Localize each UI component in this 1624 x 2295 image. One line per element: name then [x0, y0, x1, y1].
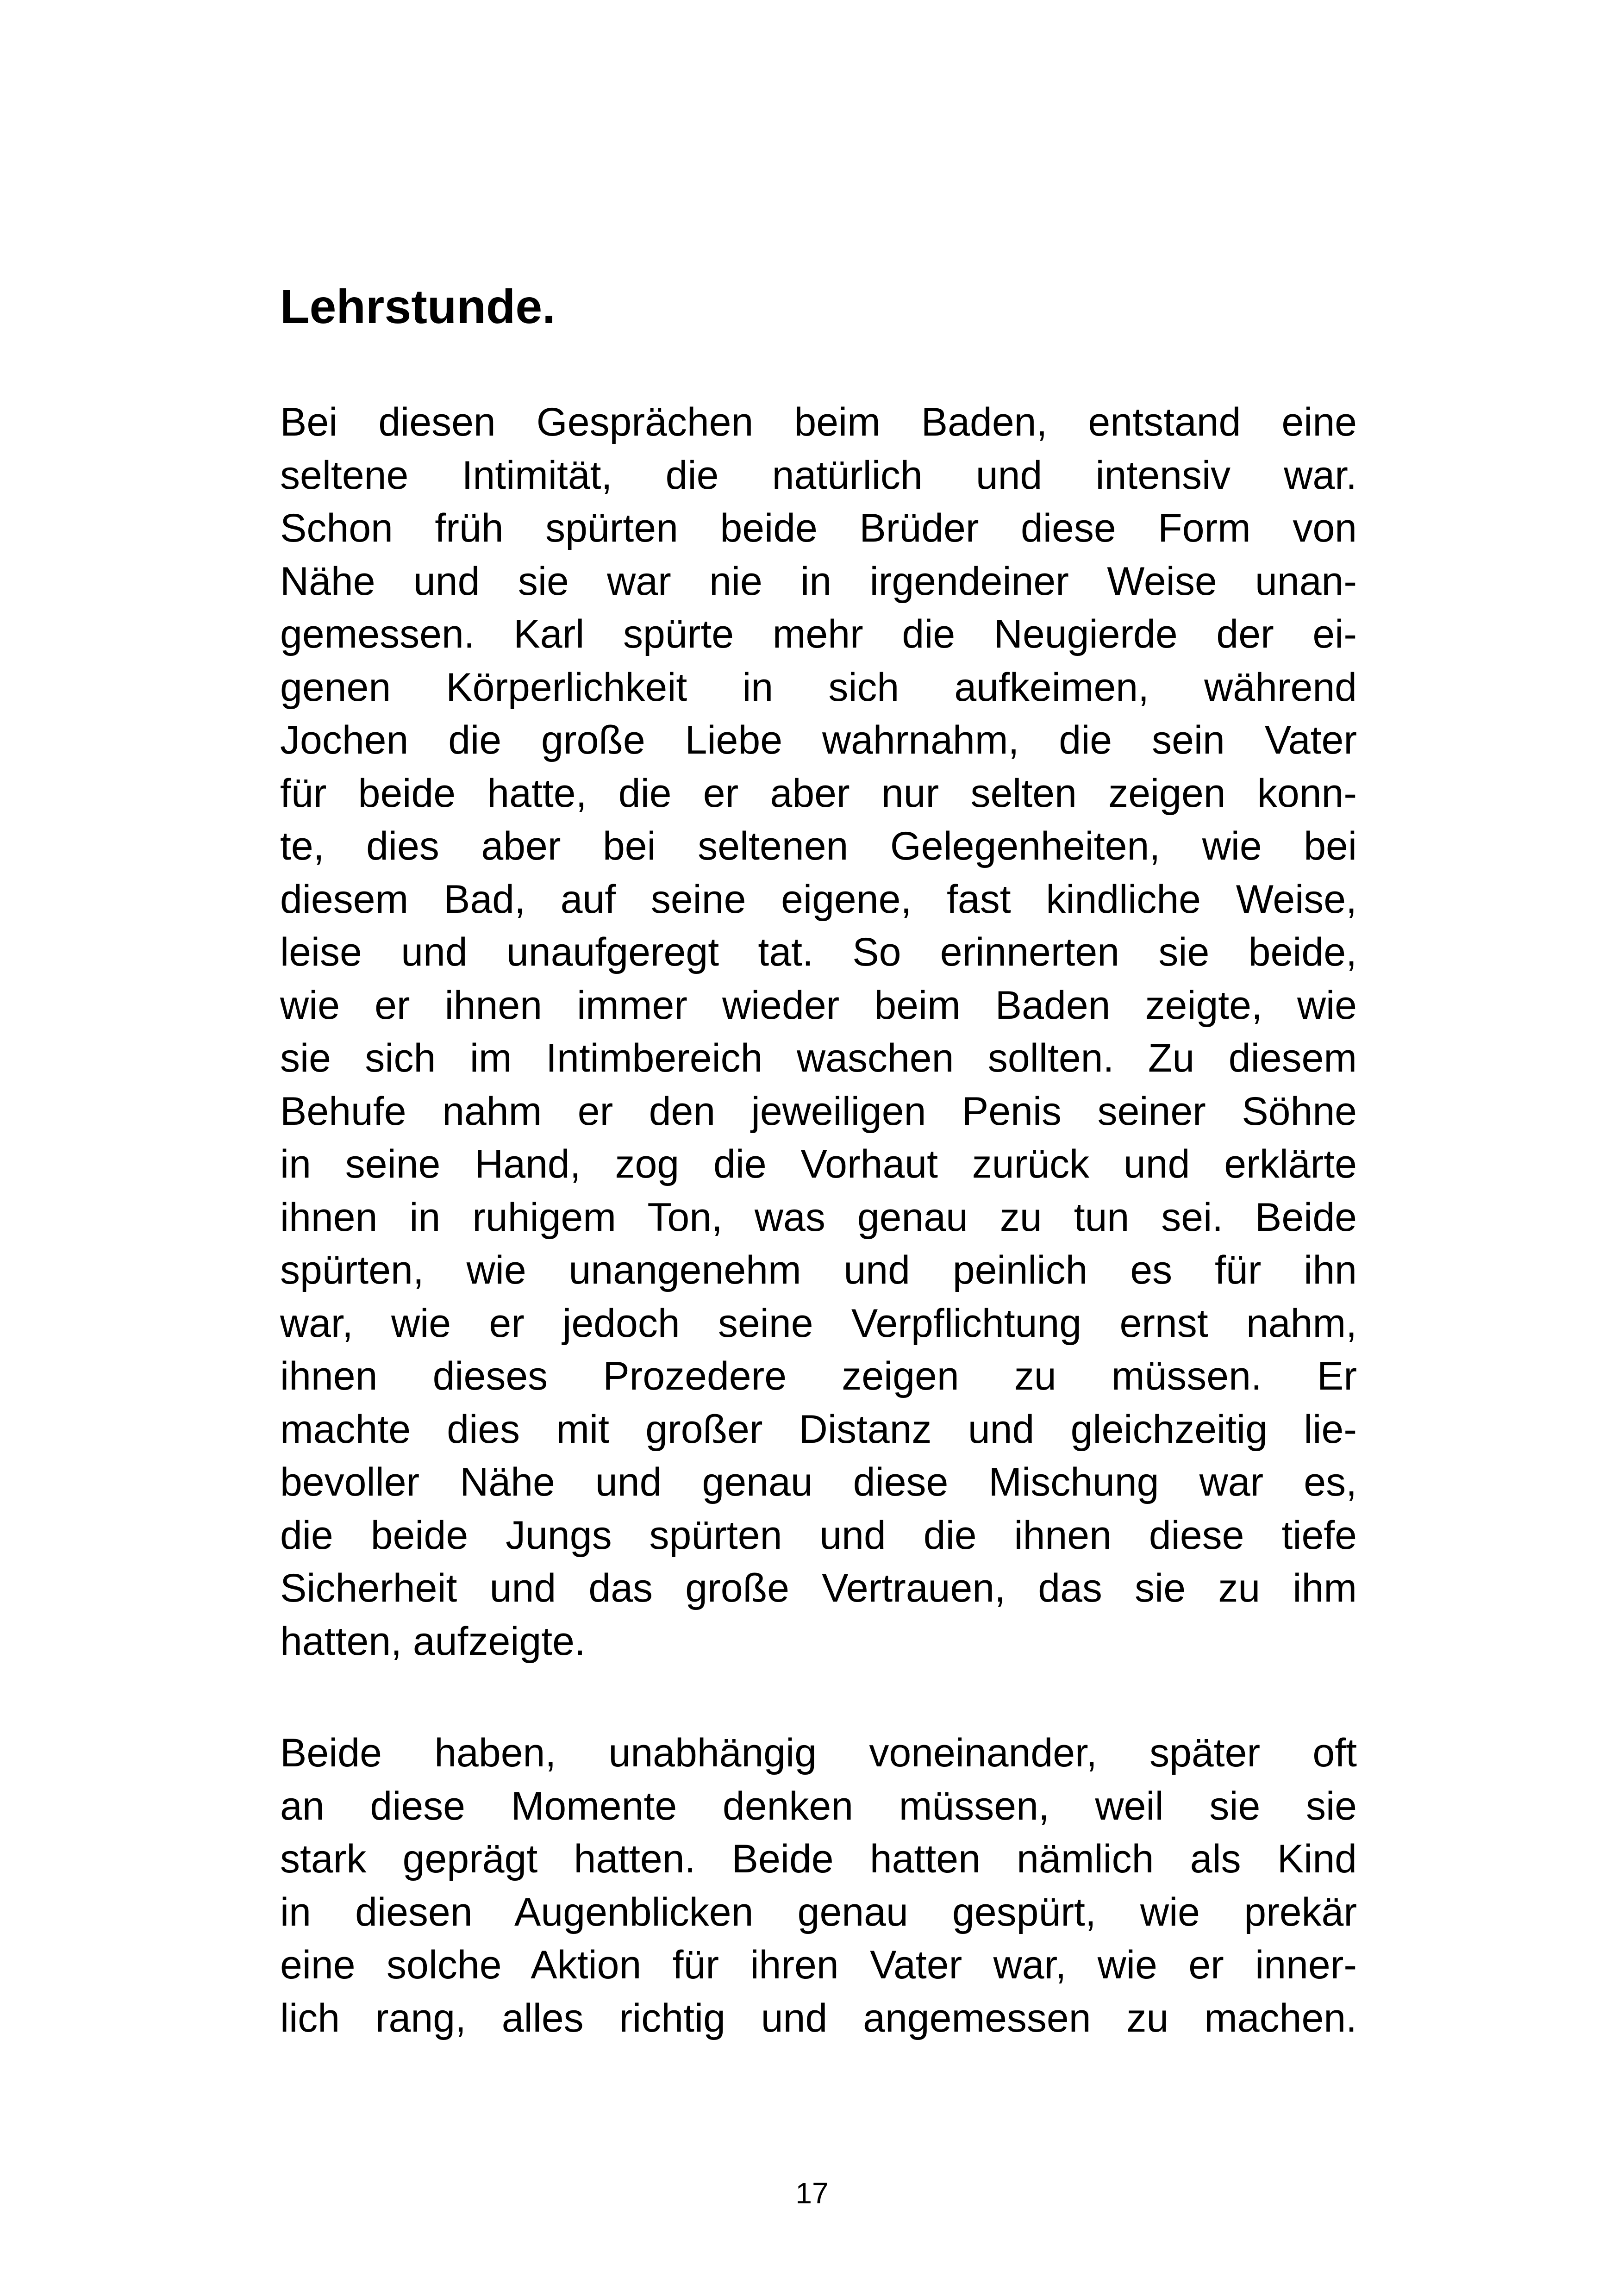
- text-line: war, wie er jedoch seine Verpflichtung ernst nahm,: [280, 1301, 1357, 1346]
- text-line: Behufe nahm er den jeweiligen Penis seiner Söhne: [280, 1089, 1357, 1134]
- text-line: Jochen die große Liebe wahrnahm, die sein Vater: [280, 718, 1357, 762]
- text-line: Bei diesen Gesprächen beim Baden, entstand eine: [280, 400, 1357, 444]
- text-line: Schon früh spürten beide Brüder diese Form von: [280, 506, 1357, 550]
- text-line: Beide haben, unabhängig voneinander, später oft: [280, 1731, 1357, 1775]
- text-line: hatten, aufzeigte.: [280, 1619, 586, 1664]
- text-line: seltene Intimität, die natürlich und intensiv war.: [280, 453, 1357, 498]
- text-line: in diesen Augenblicken genau gespürt, wie prekär: [280, 1890, 1357, 1934]
- text-line: an diese Momente denken müssen, weil sie sie: [280, 1784, 1357, 1828]
- text-line: leise und unaufgeregt tat. So erinnerten sie beide,: [280, 930, 1357, 974]
- text-line: für beide hatte, die er aber nur selten zeigen konn-: [280, 771, 1357, 816]
- text-line: te, dies aber bei seltenen Gelegenheiten, wie bei: [280, 824, 1357, 868]
- text-line: lich rang, alles richtig und angemessen zu machen.: [280, 1996, 1357, 2040]
- text-line: eine solche Aktion für ihren Vater war, wie er inner-: [280, 1943, 1357, 1987]
- text-line: spürten, wie unangenehm und peinlich es für ihn: [280, 1248, 1357, 1292]
- text-line: genen Körperlichkeit in sich aufkeimen, während: [280, 665, 1357, 710]
- text-line: in seine Hand, zog die Vorhaut zurück und erklärte: [280, 1142, 1357, 1186]
- text-line: Nähe und sie war nie in irgendeiner Weise unan-: [280, 559, 1357, 604]
- text-line: die beide Jungs spürten und die ihnen diese tiefe: [280, 1513, 1357, 1558]
- text-line: bevoller Nähe und genau diese Mischung war es,: [280, 1460, 1357, 1504]
- text-line: wie er ihnen immer wieder beim Baden zeigte, wie: [280, 983, 1357, 1028]
- text-line: Sicherheit und das große Vertrauen, das sie zu ihm: [280, 1566, 1357, 1610]
- text-line: stark geprägt hatten. Beide hatten nämlich als Kind: [280, 1837, 1357, 1881]
- text-line: ihnen in ruhigem Ton, was genau zu tun sei. Beide: [280, 1195, 1357, 1240]
- text-line: diesem Bad, auf seine eigene, fast kindliche Weise,: [280, 877, 1357, 922]
- chapter-heading: Lehrstunde.: [280, 280, 556, 334]
- paragraph-2: [280, 1727, 1357, 2045]
- text-line: gemessen. Karl spürte mehr die Neugierde der ei-: [280, 612, 1357, 656]
- text-line: ihnen dieses Prozedere zeigen zu müssen. Er: [280, 1354, 1357, 1398]
- text-line: machte dies mit großer Distanz und gleichzeitig lie-: [280, 1407, 1357, 1452]
- text-line: sie sich im Intimbereich waschen sollten. Zu diesem: [280, 1036, 1357, 1080]
- page-number: 17: [795, 2177, 829, 2210]
- paragraph-1: [280, 396, 1357, 1668]
